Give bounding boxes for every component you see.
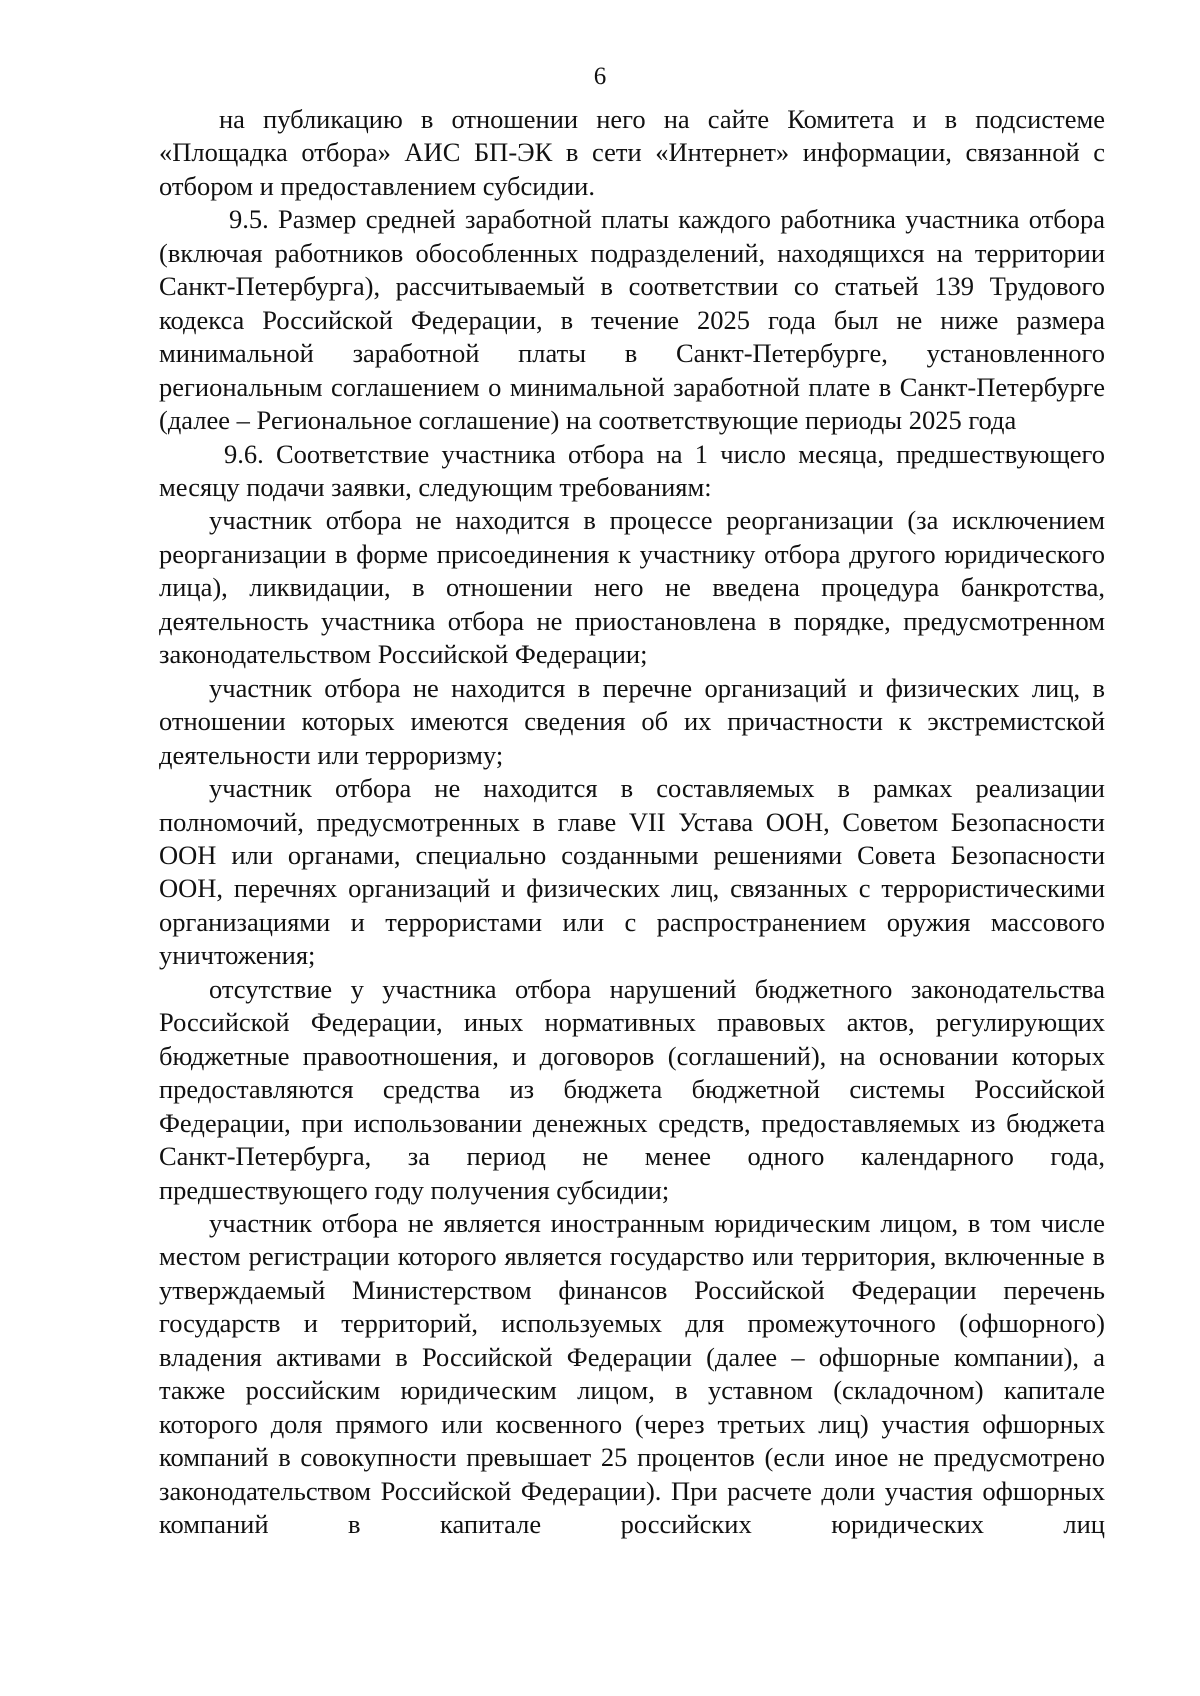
paragraph-publication-consent: на публикацию в отношении него на сайте Комитета и в подсистеме «Площадка отбора» АИС БП-ЭК в сети «Интернет» информации, связанной с отбором и предоставлением субсидии. bbox=[159, 104, 1105, 201]
paragraph-not-foreign-entity: участник отбора не является иностранным юридическим лицом, в том числе местом регистрации которого является государство или территория, включенные в утверждаемый Министерством финансов Российской Федерации перечень государств и территорий, используемых для промежуточного (офшорного) владения активами в Российской Федерации (далее – офшорные компании), а также российским юридическим лицом, в уставном (складочном) капитале которого доля прямого или косвенного (через третьих лиц) участия офшорных компаний в совокупности превышает 25 процентов (если иное не предусмотрено законодательством Российской Федерации). При расчете доли участия офшорных компаний в капитале российских юридических лиц bbox=[159, 1207, 1105, 1540]
paragraph-no-extremism-list: участник отбора не находится в перечне организаций и физических лиц, в отношении которых имеются сведения об их причастности к экстремистской деятельности или терроризму; bbox=[159, 672, 1105, 770]
paragraph-9-6-requirements: 9.6. Соответствие участника отбора на 1 число месяца, предшествующего месяцу подачи заявки, следующим требованиям: bbox=[159, 438, 1105, 502]
paragraph-no-budget-violations: отсутствие у участника отбора нарушений бюджетного законодательства Российской Федерации, иных нормативных правовых актов, регулирующих бюджетные правоотношения, и договоров (соглашений), на основании которых предоставляются средства из бюджета бюджетной системы Российской Федерации, при использовании денежных средств, предоставляемых из бюджета Санкт-Петербурга, за период не менее одного календарного года, предшествующего году получения субсидии; bbox=[159, 973, 1105, 1205]
document-body bbox=[159, 103, 1105, 1541]
paragraph-9-5-average-salary: 9.5. Размер средней заработной платы каждого работника участника отбора (включая работников обособленных подразделений, находящихся на территории Санкт-Петербурга), рассчитываемый в соответствии со статьей 139 Трудового кодекса Российской Федерации, в течение 2025 года был не ниже размера минимальной заработной платы в Санкт-Петербурге, установленного региональным соглашением о минимальной заработной плате в Санкт-Петербурге (далее – Региональное соглашение) на соответствующие периоды 2025 года bbox=[159, 204, 1105, 436]
page-number: 6 bbox=[593, 63, 607, 90]
paragraph-no-reorganization: участник отбора не находится в процессе реорганизации (за исключением реорганизации в форме присоединения к участнику отбора другого юридического лица), ликвидации, в отношении него не введена процедура банкротства, деятельность участника отбора не приостановлена в порядке, предусмотренном законодательством Российской Федерации; bbox=[159, 505, 1105, 670]
paragraph-no-un-sanctions-list: участник отбора не находится в составляемых в рамках реализации полномочий, предусмотренных в главе VII Устава ООН, Советом Безопасности ООН или органами, специально созданными решениями Совета Безопасности ООН, перечнях организаций и физических лиц, связанных с террористическими организациями и террористами или с распространением оружия массового уничтожения; bbox=[159, 773, 1105, 971]
